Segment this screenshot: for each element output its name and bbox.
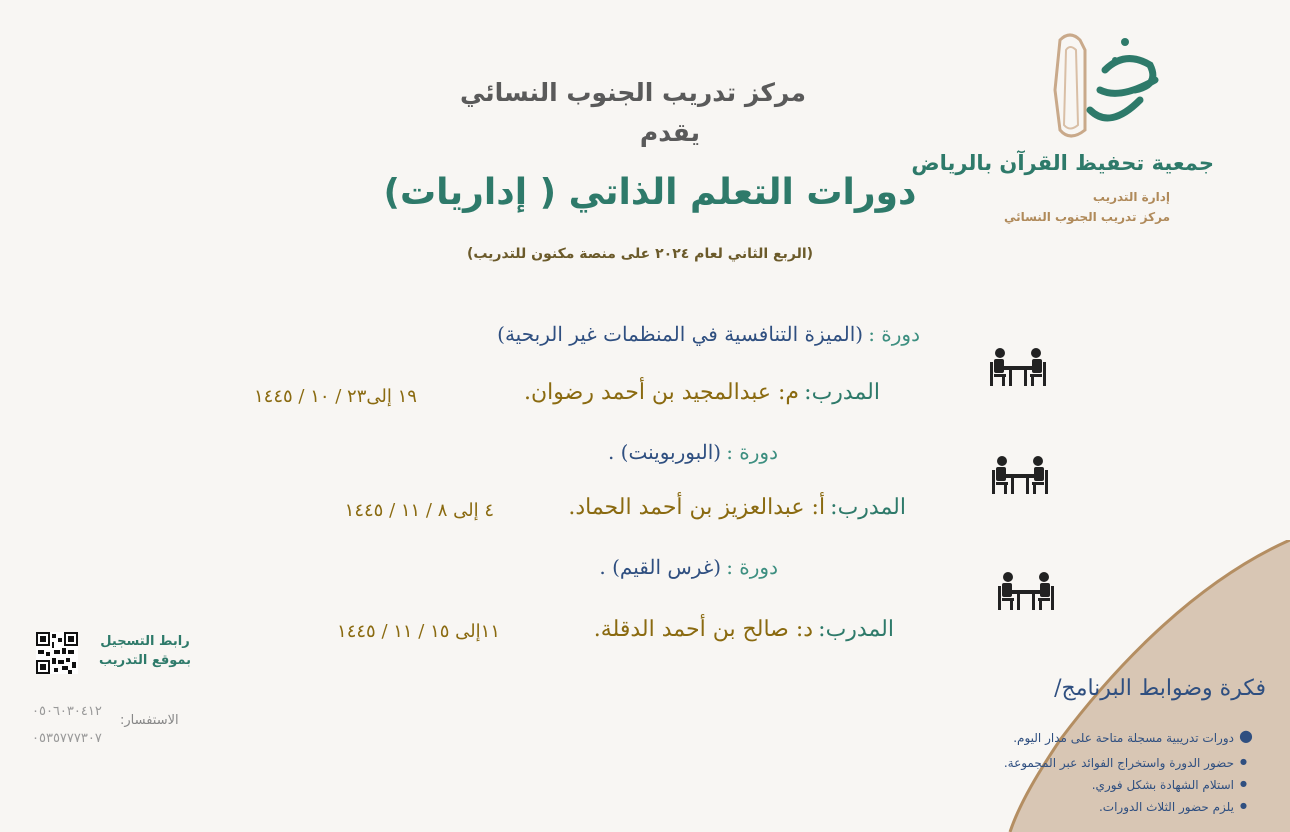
rule-item: حضور الدورة واستخراج الفوائد عبر المجموعة. bbox=[1003, 756, 1234, 770]
org-center: مركز تدريب الجنوب النسائي bbox=[1003, 210, 1170, 224]
bullet-dot: ● bbox=[1240, 757, 1247, 766]
bullet-dot: ● bbox=[1240, 801, 1247, 810]
phone-number-2: ٠٥٣٥٧٧٧٣٠٧ bbox=[32, 731, 102, 746]
trainer-2-line bbox=[568, 495, 906, 520]
trainer-3-line bbox=[594, 617, 894, 642]
bullet-dot: ● bbox=[1239, 726, 1253, 745]
center-title-text: مركز تدريب الجنوب النسائي bbox=[460, 78, 806, 107]
trainer-name: د: صالح بن أحمد الدقلة. bbox=[593, 617, 814, 642]
phone-number-1: ٠٥٠٦٠٣٠٤١٢ bbox=[32, 704, 102, 719]
registration-link-label[interactable]: رابط التسجيل بموقع التدريب bbox=[99, 634, 191, 668]
subtitle: (الربع الثاني لعام ٢٠٢٤ على منصة مكنون للتدريب) bbox=[466, 246, 814, 262]
rule-item: استلام الشهادة بشكل فوري. bbox=[1091, 778, 1234, 792]
people-at-table-icon bbox=[990, 454, 1050, 498]
org-dept: إدارة التدريب bbox=[1092, 190, 1170, 204]
trainer-name: م: عبدالمجيد بن أحمد رضوان. bbox=[524, 380, 800, 405]
course-name: (الميزة التنافسية في المنظمات غير الربحية) bbox=[497, 322, 864, 346]
presents-text: يقدم bbox=[639, 118, 701, 147]
maknoon-calligraphy-logo bbox=[1030, 30, 1170, 145]
rule-item: دورات تدريبية مسجلة متاحة على مدار اليوم. bbox=[1013, 731, 1234, 745]
inquiry-label: الاستفسار: bbox=[120, 713, 179, 728]
rule-item: يلزم حضور الثلاث الدورات. bbox=[1098, 800, 1234, 814]
people-at-table-icon bbox=[988, 346, 1048, 390]
bullet-dot: ● bbox=[1240, 779, 1247, 788]
course-name: (البوربوينت) . bbox=[607, 440, 722, 464]
trainer-label: المدرب: bbox=[830, 495, 906, 520]
trainer-label: المدرب: bbox=[804, 380, 880, 405]
people-at-table-icon bbox=[996, 570, 1056, 614]
trainer-label: المدرب: bbox=[818, 617, 894, 642]
course-2-line bbox=[608, 440, 778, 464]
course-2-date: ٤ إلى ٨ / ١١ / ١٤٤٥ bbox=[344, 500, 494, 521]
qr-code-icon[interactable] bbox=[34, 632, 80, 674]
course-1-line bbox=[497, 322, 920, 346]
course-3-date: ١١إلى ١٥ / ١١ / ١٤٤٥ bbox=[337, 621, 500, 642]
course-label: دورة : bbox=[726, 555, 778, 579]
course-label: دورة : bbox=[726, 440, 778, 464]
course-1-date: ١٩ إلى٢٣ / ١٠ / ١٤٤٥ bbox=[254, 386, 417, 407]
rules-title: فكرة وضوابط البرنامج/ bbox=[1054, 676, 1266, 701]
main-title: دورات التعلم الذاتي ( إداريات) bbox=[383, 172, 917, 213]
trainer-name: أ: عبدالعزيز بن أحمد الحماد. bbox=[568, 495, 826, 520]
course-label: دورة : bbox=[868, 322, 920, 346]
trainer-1-line bbox=[524, 380, 880, 405]
course-3-line bbox=[599, 555, 778, 579]
course-name: (غرس القيم) . bbox=[599, 555, 722, 579]
org-name: جمعية تحفيظ القرآن بالرياض bbox=[911, 151, 1214, 175]
